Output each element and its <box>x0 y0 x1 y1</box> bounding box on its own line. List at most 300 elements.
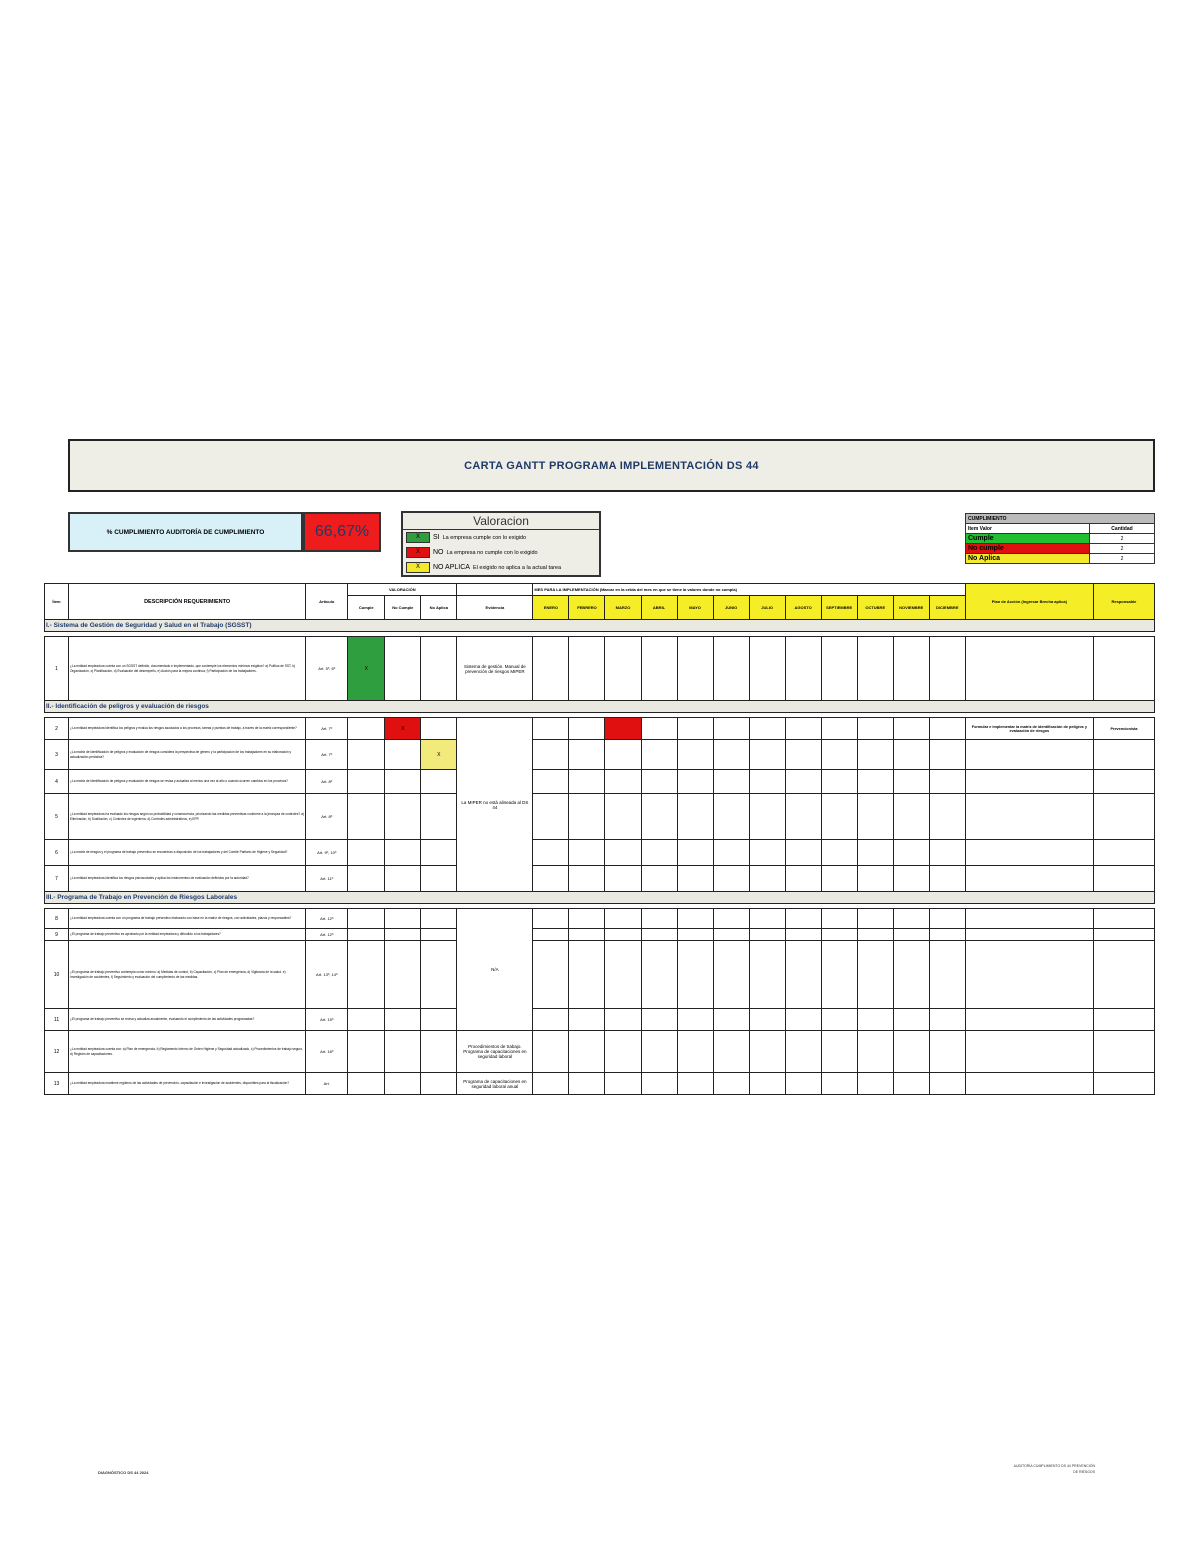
article-ref: Art. 12º <box>306 929 348 941</box>
responsible-cell <box>1093 1031 1154 1073</box>
gantt-cell[interactable] <box>749 1009 785 1031</box>
article-ref: Art. 13º, 14º <box>306 941 348 1009</box>
table-row <box>45 941 1155 1009</box>
gantt-cell[interactable] <box>713 866 749 892</box>
valoracion-cumple-cell[interactable] <box>348 941 385 1009</box>
valoracion-no-aplica-cell[interactable] <box>421 941 457 1009</box>
header-responsable: Responsable <box>1093 584 1154 620</box>
gantt-cell[interactable] <box>677 941 713 1009</box>
valoracion-cumple-cell[interactable] <box>348 1031 385 1073</box>
valoracion-no-aplica-cell[interactable] <box>421 1009 457 1031</box>
gantt-cell[interactable] <box>677 929 713 941</box>
gantt-cell[interactable] <box>569 740 605 770</box>
gantt-cell[interactable] <box>821 1073 857 1095</box>
gantt-cell[interactable] <box>893 909 929 929</box>
gantt-cell[interactable] <box>641 637 677 701</box>
gantt-cell[interactable] <box>785 1073 821 1095</box>
valoracion-title: Valoracion <box>403 513 599 530</box>
responsible-cell: Prevencionista <box>1093 718 1154 740</box>
gantt-cell[interactable] <box>749 941 785 1009</box>
table-row <box>45 929 1155 941</box>
article-ref: Art. 16º <box>306 1031 348 1073</box>
gantt-cell[interactable] <box>857 740 893 770</box>
gantt-cell[interactable] <box>677 1031 713 1073</box>
table-row <box>45 770 1155 794</box>
valoracion-no-cumple-cell[interactable] <box>385 794 421 840</box>
evidence-cell: Programa de capacitaciones en seguridad laboral anual <box>457 1073 533 1095</box>
item-number: 4 <box>45 770 69 794</box>
article-ref: Art. 9º, 10º <box>306 840 348 866</box>
gantt-cell[interactable] <box>749 740 785 770</box>
gantt-cell[interactable] <box>893 866 929 892</box>
gantt-cell[interactable] <box>785 718 821 740</box>
header-no-cumple: No Cumple <box>385 596 421 620</box>
gantt-cell[interactable] <box>677 740 713 770</box>
responsible-cell <box>1093 866 1154 892</box>
responsible-cell <box>1093 740 1154 770</box>
legend-si-swatch: X <box>406 532 430 543</box>
valoracion-no-cumple-cell[interactable] <box>385 637 421 701</box>
valoracion-cumple-cell[interactable] <box>348 740 385 770</box>
gantt-cell[interactable] <box>929 718 965 740</box>
gantt-cell[interactable] <box>749 1031 785 1073</box>
gantt-cell[interactable] <box>821 941 857 1009</box>
gantt-cell[interactable] <box>569 770 605 794</box>
table-row <box>45 840 1155 866</box>
valoracion-no-aplica-cell[interactable] <box>421 840 457 866</box>
gantt-cell[interactable] <box>641 866 677 892</box>
action-plan-cell <box>965 770 1093 794</box>
gantt-cell[interactable] <box>533 770 569 794</box>
gantt-cell[interactable] <box>641 718 677 740</box>
valoracion-no-cumple-cell[interactable] <box>385 1073 421 1095</box>
gantt-cell[interactable] <box>605 637 641 701</box>
evidence-cell: La MIPER no está alineada al DS 44 <box>457 718 533 892</box>
section-header <box>45 620 1155 632</box>
valoracion-cumple-cell[interactable]: X <box>348 637 385 701</box>
gantt-cell[interactable] <box>641 840 677 866</box>
gantt-cell[interactable] <box>533 718 569 740</box>
no-aplica-count: 2 <box>1090 554 1155 564</box>
table-row <box>45 1009 1155 1031</box>
header-evidencia: Evidencia <box>457 596 533 620</box>
valoracion-no-cumple-cell[interactable] <box>385 740 421 770</box>
gantt-cell[interactable] <box>857 929 893 941</box>
month-header: SEPTIEMBRE <box>821 596 857 620</box>
table-row <box>45 1073 1155 1095</box>
gantt-cell[interactable] <box>641 770 677 794</box>
requirement-description: ¿El programa de trabajo preventivo se revisa y actualiza anualmente, evaluando el cumplimiento de las actividades programadas? <box>69 1009 306 1031</box>
valoracion-no-cumple-cell[interactable] <box>385 1009 421 1031</box>
gantt-cell[interactable] <box>785 840 821 866</box>
gantt-cell[interactable] <box>821 866 857 892</box>
gantt-cell[interactable] <box>569 718 605 740</box>
gantt-cell[interactable] <box>821 1031 857 1073</box>
valoracion-cumple-cell[interactable] <box>348 794 385 840</box>
legend-na-code: NO APLICA <box>433 564 470 571</box>
gantt-cell[interactable] <box>929 840 965 866</box>
gantt-cell[interactable] <box>785 909 821 929</box>
valoracion-no-cumple-cell[interactable] <box>385 929 421 941</box>
gantt-cell[interactable] <box>569 840 605 866</box>
legend-na-text: El exigido no aplica a la actual tarea <box>472 564 562 571</box>
gantt-cell[interactable] <box>713 909 749 929</box>
valoracion-cumple-cell[interactable] <box>348 929 385 941</box>
gantt-cell[interactable] <box>605 1031 641 1073</box>
gantt-cell[interactable] <box>929 1073 965 1095</box>
gantt-cell[interactable] <box>713 1009 749 1031</box>
valoracion-no-cumple-cell[interactable] <box>385 840 421 866</box>
gantt-cell[interactable] <box>713 718 749 740</box>
gantt-cell[interactable] <box>857 794 893 840</box>
gantt-cell[interactable] <box>749 637 785 701</box>
gantt-cell[interactable] <box>857 1073 893 1095</box>
gantt-cell[interactable] <box>929 740 965 770</box>
gantt-cell[interactable] <box>641 740 677 770</box>
footer-left: DIAGNÓSTICO DS 44 2024 <box>98 1470 149 1475</box>
gantt-cell[interactable] <box>677 794 713 840</box>
gantt-cell[interactable] <box>569 1031 605 1073</box>
gantt-cell[interactable] <box>857 941 893 1009</box>
gantt-cell[interactable] <box>533 1031 569 1073</box>
gantt-cell[interactable] <box>857 1009 893 1031</box>
legend-si-code: SI <box>433 534 440 541</box>
requirement-description: ¿El programa de trabajo preventivo contempla como mínimo: a) Medidas de control, b) Capacitación, c) Plan de emergencia, d) Vigilancia de la salud, e) Investigación de accidentes, f) Seguimiento y evaluación del cumplimiento de las medidas. <box>69 941 306 1009</box>
month-header: FEBRERO <box>569 596 605 620</box>
gantt-cell[interactable] <box>569 637 605 701</box>
valoracion-no-aplica-cell[interactable] <box>421 929 457 941</box>
gantt-cell[interactable] <box>893 740 929 770</box>
gantt-cell[interactable] <box>785 1009 821 1031</box>
gantt-cell[interactable] <box>929 909 965 929</box>
gantt-cell[interactable] <box>533 740 569 770</box>
gantt-cell[interactable] <box>713 840 749 866</box>
compliance-value: 66,67% <box>303 512 381 552</box>
gantt-cell[interactable] <box>569 929 605 941</box>
valoracion-cumple-cell[interactable] <box>348 1009 385 1031</box>
gantt-cell[interactable] <box>605 770 641 794</box>
gantt-cell[interactable] <box>893 929 929 941</box>
gantt-cell[interactable] <box>857 866 893 892</box>
gantt-cell[interactable] <box>857 770 893 794</box>
legend-no-swatch: X <box>406 547 430 558</box>
valoracion-no-cumple-cell[interactable] <box>385 866 421 892</box>
valoracion-no-cumple-cell[interactable]: X <box>385 718 421 740</box>
month-header: ABRIL <box>641 596 677 620</box>
gantt-cell[interactable] <box>749 770 785 794</box>
article-ref: Art. 15º <box>306 1009 348 1031</box>
gantt-cell[interactable] <box>893 1073 929 1095</box>
cumplimiento-title: CUMPLIMIENTO <box>966 514 1155 524</box>
action-plan-cell <box>965 909 1093 929</box>
valoracion-cumple-cell[interactable] <box>348 1073 385 1095</box>
gantt-cell[interactable] <box>749 866 785 892</box>
legend-no-code: NO <box>433 549 444 556</box>
valoracion-no-aplica-cell[interactable] <box>421 794 457 840</box>
gantt-cell[interactable] <box>821 770 857 794</box>
action-plan-cell <box>965 637 1093 701</box>
action-plan-cell <box>965 1031 1093 1073</box>
gantt-cell[interactable] <box>749 794 785 840</box>
valoracion-no-cumple-cell[interactable] <box>385 1031 421 1073</box>
gantt-cell[interactable] <box>929 929 965 941</box>
gantt-cell[interactable] <box>857 909 893 929</box>
gantt-cell[interactable] <box>713 1073 749 1095</box>
gantt-cell[interactable] <box>677 1009 713 1031</box>
gantt-cell[interactable] <box>713 637 749 701</box>
gantt-cell[interactable] <box>713 941 749 1009</box>
valoracion-no-aplica-cell[interactable] <box>421 637 457 701</box>
valoracion-cumple-cell[interactable] <box>348 840 385 866</box>
item-number: 1 <box>45 637 69 701</box>
gantt-cell[interactable] <box>605 909 641 929</box>
gantt-cell[interactable] <box>785 929 821 941</box>
responsible-cell <box>1093 794 1154 840</box>
requirement-description: ¿La entidad empleadora mantiene registros de las actividades de prevención, capacitación e investigación de accidentes, disponibles para la fiscalización? <box>69 1073 306 1095</box>
valoracion-cumple-cell[interactable] <box>348 909 385 929</box>
article-ref: Art. <box>306 1073 348 1095</box>
gantt-cell[interactable] <box>857 1031 893 1073</box>
valoracion-cumple-cell[interactable] <box>348 866 385 892</box>
valoracion-no-aplica-cell[interactable] <box>421 909 457 929</box>
no-cumple-label: No cumple <box>966 544 1090 554</box>
gantt-cell[interactable] <box>533 1009 569 1031</box>
month-header: JULIO <box>749 596 785 620</box>
valoracion-no-aplica-cell[interactable] <box>421 770 457 794</box>
gantt-cell[interactable] <box>857 637 893 701</box>
gantt-cell[interactable] <box>785 866 821 892</box>
gantt-cell[interactable] <box>641 909 677 929</box>
gantt-cell[interactable] <box>713 740 749 770</box>
item-number: 8 <box>45 909 69 929</box>
gantt-cell[interactable] <box>893 770 929 794</box>
month-header: OCTUBRE <box>857 596 893 620</box>
gantt-cell[interactable] <box>785 941 821 1009</box>
gantt-cell[interactable] <box>605 794 641 840</box>
table-row <box>45 718 1155 740</box>
gantt-cell[interactable] <box>677 718 713 740</box>
page-title <box>68 439 1155 492</box>
section-title: I.- Sistema de Gestión de Seguridad y Salud en el Trabajo (SGSST) <box>45 620 1155 632</box>
item-number: 9 <box>45 929 69 941</box>
gantt-cell[interactable] <box>605 866 641 892</box>
gantt-cell[interactable] <box>929 941 965 1009</box>
gantt-cell[interactable] <box>893 1009 929 1031</box>
gantt-cell[interactable] <box>821 1009 857 1031</box>
gantt-cell[interactable] <box>785 1031 821 1073</box>
month-header: DICIEMBRE <box>929 596 965 620</box>
gantt-cell[interactable] <box>605 740 641 770</box>
valoracion-no-aplica-cell[interactable] <box>421 1073 457 1095</box>
gantt-cell[interactable] <box>893 637 929 701</box>
gantt-cell[interactable] <box>605 1073 641 1095</box>
gantt-cell[interactable] <box>569 941 605 1009</box>
gantt-cell[interactable] <box>641 1009 677 1031</box>
header-periodo: MES PARA LA IMPLEMENTACIÓN (Marcar en la celda del mes en que se tiene la valores donde no cumpla) <box>533 584 965 596</box>
gantt-cell[interactable] <box>929 637 965 701</box>
valoracion-no-cumple-cell[interactable] <box>385 941 421 1009</box>
gantt-cell[interactable] <box>929 1031 965 1073</box>
gantt-cell[interactable] <box>821 740 857 770</box>
item-number: 3 <box>45 740 69 770</box>
valoracion-no-aplica-cell[interactable]: X <box>421 740 457 770</box>
gantt-cell[interactable] <box>749 718 785 740</box>
cumplimiento-col1: Item Valor <box>966 524 1090 534</box>
month-header: MAYO <box>677 596 713 620</box>
gantt-cell[interactable] <box>641 1031 677 1073</box>
action-plan-cell <box>965 1073 1093 1095</box>
gantt-cell[interactable] <box>893 941 929 1009</box>
gantt-cell[interactable] <box>713 794 749 840</box>
gantt-cell[interactable] <box>533 1073 569 1095</box>
gantt-cell[interactable] <box>605 840 641 866</box>
responsible-cell <box>1093 840 1154 866</box>
gantt-cell[interactable] <box>713 1031 749 1073</box>
valoracion-legend <box>401 511 601 577</box>
action-plan-cell <box>965 840 1093 866</box>
article-ref: Art. 8º <box>306 770 348 794</box>
gantt-cell[interactable] <box>641 941 677 1009</box>
gantt-cell[interactable] <box>929 794 965 840</box>
section-title: III.- Programa de Trabajo en Prevención de Riesgos Laborales <box>45 892 1155 904</box>
gantt-cell[interactable] <box>821 909 857 929</box>
requirement-description: ¿La matriz de identificación de peligros y evaluación de riesgos considera la perspectiva de género y la participación de los trabajadores en su elaboración y actualización periódica? <box>69 740 306 770</box>
item-number: 6 <box>45 840 69 866</box>
gantt-cell[interactable] <box>533 840 569 866</box>
section-title: II.- Identificación de peligros y evaluación de riesgos <box>45 701 1155 713</box>
gantt-cell[interactable] <box>677 1073 713 1095</box>
gantt-cell[interactable] <box>605 718 641 740</box>
responsible-cell <box>1093 637 1154 701</box>
gantt-cell[interactable] <box>749 909 785 929</box>
gantt-cell[interactable] <box>641 794 677 840</box>
table-row <box>45 794 1155 840</box>
header-cumple: Cumple <box>348 596 385 620</box>
valoracion-no-cumple-cell[interactable] <box>385 909 421 929</box>
gantt-cell[interactable] <box>677 866 713 892</box>
responsible-cell <box>1093 941 1154 1009</box>
valoracion-no-aplica-cell[interactable] <box>421 718 457 740</box>
gantt-cell[interactable] <box>533 794 569 840</box>
header-plan: Plan de Acción (Ingresar Brecha aplica) <box>965 584 1093 620</box>
item-number: 10 <box>45 941 69 1009</box>
gantt-cell[interactable] <box>533 941 569 1009</box>
gantt-cell[interactable] <box>749 1073 785 1095</box>
action-plan-cell: Formular e implementar la matriz de identificación de peligros y evaluación de riesgos <box>965 718 1093 740</box>
article-ref: Art. 12º <box>306 909 348 929</box>
gantt-cell[interactable] <box>821 840 857 866</box>
article-ref: Art. 7º <box>306 718 348 740</box>
gantt-cell[interactable] <box>929 1009 965 1031</box>
gantt-cell[interactable] <box>677 909 713 929</box>
requirement-description: ¿La entidad empleadora identifica los peligros y evalúa los riesgos asociados a los procesos, tareas y puestos de trabajo, a través de la matriz correspondiente? <box>69 718 306 740</box>
gantt-cell[interactable] <box>821 794 857 840</box>
table-row <box>45 1031 1155 1073</box>
action-plan-cell <box>965 1009 1093 1031</box>
gantt-cell[interactable] <box>785 794 821 840</box>
gantt-cell[interactable] <box>677 770 713 794</box>
gantt-cell[interactable] <box>533 866 569 892</box>
header-item: Ítem <box>45 584 69 620</box>
gantt-cell[interactable] <box>605 1009 641 1031</box>
responsible-cell <box>1093 770 1154 794</box>
section-header <box>45 701 1155 713</box>
gantt-cell[interactable] <box>893 1031 929 1073</box>
gantt-cell[interactable] <box>857 840 893 866</box>
requirement-description: ¿La matriz de riesgos y el programa de trabajo preventivo se encuentran a disposición de los trabajadores y del Comité Paritario de Higiene y Seguridad? <box>69 840 306 866</box>
responsible-cell <box>1093 1009 1154 1031</box>
action-plan-cell <box>965 794 1093 840</box>
gantt-cell[interactable] <box>569 909 605 929</box>
gantt-cell[interactable] <box>677 840 713 866</box>
gantt-cell[interactable] <box>821 929 857 941</box>
item-number: 13 <box>45 1073 69 1095</box>
gantt-cell[interactable] <box>893 794 929 840</box>
item-number: 7 <box>45 866 69 892</box>
gantt-cell[interactable] <box>533 637 569 701</box>
gantt-cell[interactable] <box>533 909 569 929</box>
article-ref: Art. 7º <box>306 740 348 770</box>
valoracion-cumple-cell[interactable] <box>348 718 385 740</box>
valoracion-no-cumple-cell[interactable] <box>385 770 421 794</box>
gantt-cell[interactable] <box>605 929 641 941</box>
gantt-cell[interactable] <box>569 794 605 840</box>
valoracion-no-aplica-cell[interactable] <box>421 1031 457 1073</box>
gantt-cell[interactable] <box>569 1009 605 1031</box>
responsible-cell <box>1093 1073 1154 1095</box>
gantt-cell[interactable] <box>641 1073 677 1095</box>
gantt-cell[interactable] <box>533 929 569 941</box>
table-row <box>45 740 1155 770</box>
gantt-cell[interactable] <box>785 740 821 770</box>
gantt-cell[interactable] <box>857 718 893 740</box>
gantt-cell[interactable] <box>713 929 749 941</box>
gantt-cell[interactable] <box>785 770 821 794</box>
table-row <box>45 637 1155 701</box>
gantt-cell[interactable] <box>893 718 929 740</box>
gantt-cell[interactable] <box>821 718 857 740</box>
gantt-cell[interactable] <box>677 637 713 701</box>
requirement-description: ¿El programa de trabajo preventivo es aprobado por la entidad empleadora y difundido a los trabajadores? <box>69 929 306 941</box>
action-plan-cell <box>965 740 1093 770</box>
valoracion-no-aplica-cell[interactable] <box>421 866 457 892</box>
section-header <box>45 892 1155 904</box>
gantt-cell[interactable] <box>785 637 821 701</box>
requirement-description: ¿La entidad empleadora cuenta con un SGSST definido, documentado e implementado, que contemple los elementos mínimos exigidos? a) Política de SST, b) Organización, c) Planificación, d) Evaluación del desempeño, e) Acción para la mejora continua, f) Participación de los trabajadores. <box>69 637 306 701</box>
article-ref: Art. 8º <box>306 794 348 840</box>
evidence-cell: Sistema de gestión. Manual de prevención de riesgos MIPER <box>457 637 533 701</box>
valoracion-cumple-cell[interactable] <box>348 770 385 794</box>
gantt-cell[interactable] <box>929 770 965 794</box>
gantt-cell[interactable] <box>893 840 929 866</box>
no-aplica-label: No Aplica <box>966 554 1090 564</box>
gantt-cell[interactable] <box>569 866 605 892</box>
gantt-cell[interactable] <box>605 941 641 1009</box>
gantt-cell[interactable] <box>749 840 785 866</box>
requirements-table <box>44 583 1155 1095</box>
page-title-text: CARTA GANTT PROGRAMA IMPLEMENTACIÓN DS 44 <box>464 459 759 472</box>
gantt-cell[interactable] <box>569 1073 605 1095</box>
item-number: 11 <box>45 1009 69 1031</box>
gantt-cell[interactable] <box>713 770 749 794</box>
gantt-cell[interactable] <box>929 866 965 892</box>
gantt-cell[interactable] <box>821 637 857 701</box>
gantt-cell[interactable] <box>749 929 785 941</box>
month-header: MARZO <box>605 596 641 620</box>
compliance-label: % CUMPLIMIENTO AUDITORÍA DE CUMPLIMIENTO <box>68 512 303 552</box>
footer-right: AUDITORÍA CUMPLIMIENTO DS 44 PREVENCIÓN DE RIESGOS <box>1013 1464 1095 1474</box>
gantt-cell[interactable] <box>641 929 677 941</box>
